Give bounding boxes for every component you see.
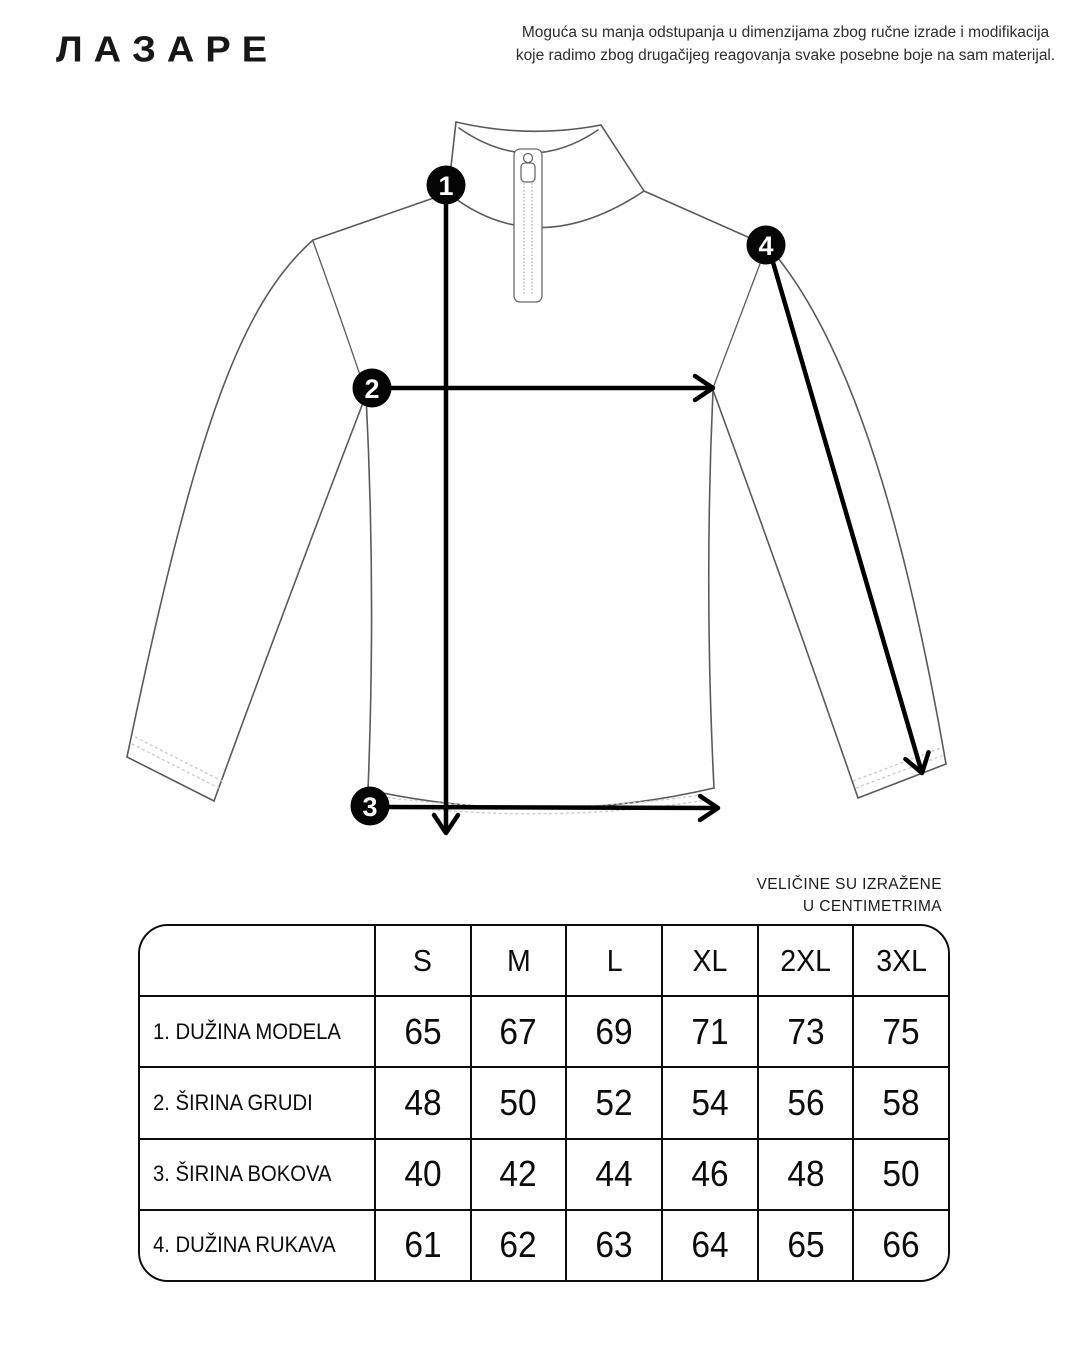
size-value-cell: 48	[757, 1140, 853, 1209]
measurement-arrow-3	[372, 807, 718, 808]
right-raglan-seam	[713, 248, 766, 388]
size-value-cell: 67	[470, 997, 566, 1066]
left-raglan-seam	[313, 241, 366, 393]
size-column-header-s: S	[374, 926, 470, 995]
size-column-header-l: L	[565, 926, 661, 995]
size-value-cell: 52	[565, 1068, 661, 1137]
size-value-cell: 65	[374, 997, 470, 1066]
measurement-row-label: 1. DUŽINA MODELA	[140, 997, 374, 1066]
size-column-header-3xl: 3XL	[852, 926, 948, 995]
size-value-cell: 66	[852, 1211, 948, 1280]
left-sleeve-outer	[127, 240, 313, 757]
table-row-duzina-rukava	[140, 1209, 948, 1280]
header-empty-cell	[140, 926, 374, 995]
size-value-cell: 73	[757, 997, 853, 1066]
size-table	[138, 924, 950, 1282]
size-value-cell: 54	[661, 1068, 757, 1137]
brand-logo: ЛАЗАРЕ	[56, 30, 279, 71]
size-value-cell: 56	[757, 1068, 853, 1137]
measurement-arrows	[372, 200, 922, 833]
zipper	[514, 149, 542, 302]
measurement-arrow-4	[770, 252, 922, 773]
size-value-cell: 42	[470, 1140, 566, 1209]
size-value-cell: 46	[661, 1140, 757, 1209]
size-value-cell: 64	[661, 1211, 757, 1280]
disclaimer-line-2: koje radimo zbog drugačijeg reagovanja svake posebne boje na sam materijal.	[515, 46, 1056, 64]
right-cuff-end	[858, 764, 946, 798]
left-sleeve-inner	[214, 395, 366, 801]
collar-right-edge	[601, 125, 644, 191]
size-value-cell: 69	[565, 997, 661, 1066]
collar-bottom-seam	[448, 191, 644, 228]
size-column-header-m: M	[470, 926, 566, 995]
marker-1-number: 1	[438, 171, 454, 201]
table-row-duzina-modela	[140, 995, 948, 1066]
left-cuff-stitch	[135, 737, 222, 781]
size-value-cell: 48	[374, 1068, 470, 1137]
size-value-cell: 40	[374, 1140, 470, 1209]
size-value-cell: 63	[565, 1211, 661, 1280]
size-value-cell: 44	[565, 1140, 661, 1209]
stitch-lines	[132, 737, 944, 814]
size-column-header-2xl: 2XL	[757, 926, 853, 995]
left-body-side	[366, 395, 372, 790]
right-cuff-stitch	[856, 755, 944, 788]
size-value-cell: 50	[852, 1140, 948, 1209]
marker-4-number: 4	[758, 231, 774, 261]
size-value-cell: 61	[374, 1211, 470, 1280]
right-sleeve-inner	[713, 390, 858, 798]
zipper-slider	[521, 163, 535, 182]
units-note	[0, 874, 942, 919]
table-row-sirina-bokova	[140, 1138, 948, 1209]
size-column-header-xl: XL	[661, 926, 757, 995]
disclaimer-line-1: Moguća su manja odstupanja u dimenzijama zbog ručne izrade i modifikacija	[521, 24, 1050, 41]
right-cuff-stitch	[853, 748, 941, 781]
size-value-cell: 65	[757, 1211, 853, 1280]
measurement-row-label: 2. ŠIRINA GRUDI	[140, 1068, 374, 1137]
size-value-cell: 58	[852, 1068, 948, 1137]
measurement-row-label: 4. DUŽINA RUKAVA	[140, 1211, 374, 1280]
measurement-markers	[351, 166, 786, 826]
right-sleeve-outer	[768, 246, 946, 764]
zipper-pull-ring	[524, 154, 533, 163]
measurement-row-label: 3. ŠIRINA BOKOVA	[140, 1140, 374, 1209]
units-note-line-2: U CENTIMETRIMA	[802, 898, 942, 916]
collar-top-edge	[456, 122, 601, 131]
size-table-header-row	[140, 926, 948, 995]
right-body-side	[709, 390, 714, 788]
marker-2-number: 2	[364, 374, 380, 404]
table-row-sirina-grudi	[140, 1066, 948, 1137]
size-value-cell: 62	[470, 1211, 566, 1280]
marker-3-number: 3	[362, 792, 378, 822]
size-value-cell: 75	[852, 997, 948, 1066]
size-value-cell: 71	[661, 997, 757, 1066]
size-value-cell: 50	[470, 1068, 566, 1137]
left-cuff-end	[127, 757, 214, 801]
left-shoulder	[313, 193, 448, 240]
units-note-line-1: VELIČINE SU IZRAŽENE	[756, 876, 942, 893]
